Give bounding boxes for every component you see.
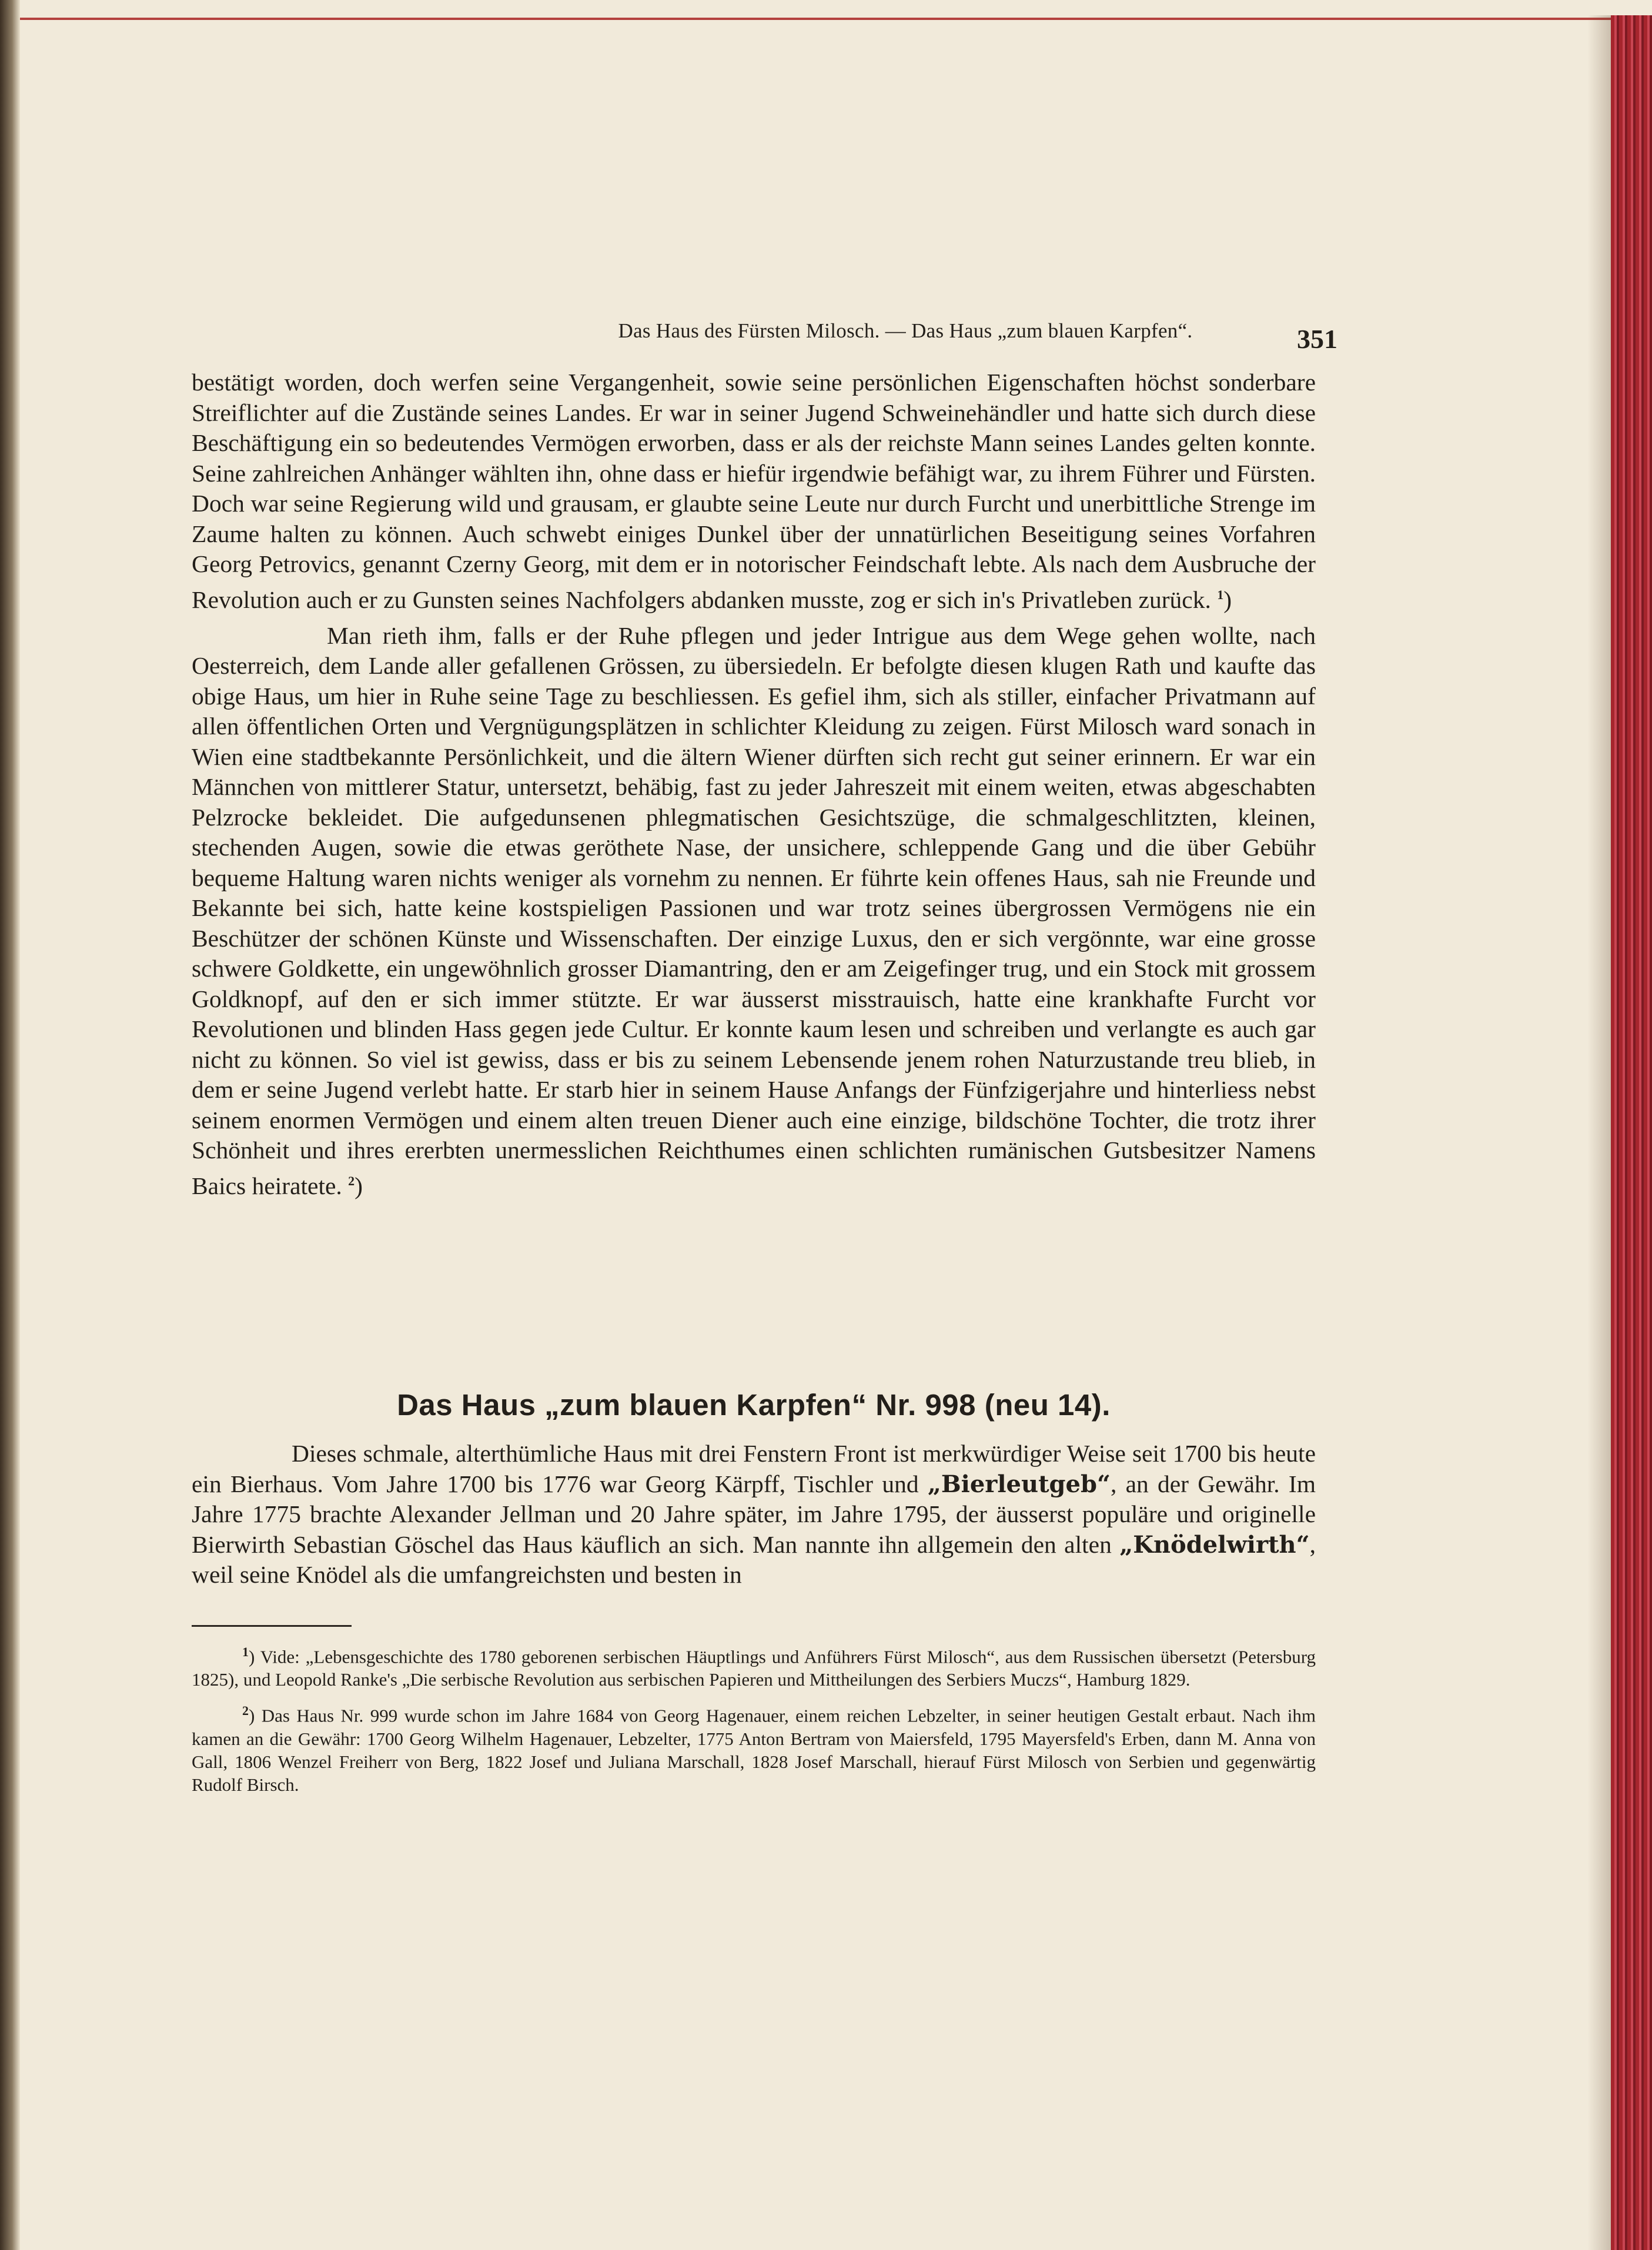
footnote-1 <box>192 1640 1316 1691</box>
footnote-ref-2: 2 <box>348 1173 355 1188</box>
paragraph-2 <box>192 621 1316 1201</box>
footnote-2-text: ) Das Haus Nr. 999 wurde schon im Jahre 1684 von Georg Hagenauer, einem reichen Lebzelter, in seiner heutigen Gestalt erbaut. Nach ihm kamen an die Gewähr: 1700 Georg Wilhelm Hagenauer, Lebzelter, 1775 Anton Bertram von Maiersfeld, 1795 Mayersfeld's Erben, dann M. Anna von Gall, 1806 Wenzel Freiherr von Berg, 1822 Josef und Juliana Marschall, 1828 Josef Marschall, hierauf Fürst Milosch von Serbien und gegenwärtig Rudolf Birsch. <box>192 1705 1316 1795</box>
page-top-edge <box>20 18 1619 20</box>
footnote-2 <box>192 1699 1316 1796</box>
footnote-ref-2-paren: ) <box>355 1172 363 1199</box>
footnote-1-mark: 1 <box>242 1644 249 1659</box>
fraktur-word-knoedelwirth: „Knödelwirth“ <box>1119 1530 1310 1559</box>
paragraph-1 <box>192 367 1316 615</box>
paragraph-2-text: Man rieth ihm, falls er der Ruhe pflegen und jeder Intrigue aus dem Wege gehen wollte, nach Oesterreich, dem Lande aller gefallenen Grössen, zu übersiedeln. Er befolgte diesen klugen Rath und kaufte das obige Haus, um hier in Ruhe seine Tage zu beschliessen. Es gefiel ihm, sich als stiller, einfacher Privatmann auf allen öffentlichen Orten und Vergnügungsplätzen in schlichter Kleidung zu zeigen. Fürst Milosch ward sonach in Wien eine stadtbekannte Persönlichkeit, und die ältern Wiener dürften sich recht gut seiner erinnern. Er war ein Männchen von mittlerer Statur, untersetzt, behäbig, fast zu jeder Jahreszeit mit einem weiten, etwas abgeschabten Pelzrocke bekleidet. Die aufgedunsenen phlegmatischen Gesichtszüge, die schmalgeschlitzten, kleinen, stechenden Augen, sowie die etwas geröthete Nase, der unsichere, schleppende Gang und die über Gebühr bequeme Haltung waren nichts weniger als vornehm zu nennen. Er führte kein offenes Haus, sah nie Freunde und Bekannte bei sich, hatte keine kostspieligen Passionen und war trotz seines übergrossen Vermögens nie ein Beschützer der schönen Künste und Wissenschaften. Der einzige Luxus, den er sich vergönnte, war eine grosse schwere Goldkette, ein ungewöhnlich grosser Diamantring, den er am Zeigefinger trug, und ein Stock mit grossem Goldknopf, auf den er sich immer stützte. Er war äusserst misstrauisch, hatte eine krankhafte Furcht vor Revolutionen und blinden Hass gegen jede Cultur. Er konnte kaum lesen und schreiben und verlangte es auch gar nicht zu können. So viel ist gewiss, dass er bis zu seinem Lebensende jenem rohen Naturzustande treu blieb, in dem er seine Jugend verlebt hatte. Er starb hier in seinem Hause Anfangs der Fünfzigerjahre und hinterliess nebst seinem enormen Vermögen und einem alten treuen Diener auch eine einzige, bildschöne Tochter, die trotz ihrer Schönheit und ihres ererbten unermesslichen Reichthumes einen schlichten rumänischen Gutsbesitzer Namens Baics heiratete. <box>192 621 1316 1199</box>
body-text <box>192 367 1316 1201</box>
footnote-2-mark: 2 <box>242 1703 249 1719</box>
book-gutter <box>0 0 20 2250</box>
footnote-1-text: ) Vide: „Lebensgeschichte des 1780 geborenen serbischen Häuptlings und Anführers Fürst Milosch“, aus dem Russischen übersetzt (Petersburg 1825), und Leopold Ranke's „Die serbische Revolution aus serbischen Papieren und Mittheilungen des Serbiers Muczs“, Hamburg 1829. <box>192 1646 1316 1690</box>
footnote-divider <box>192 1625 352 1627</box>
section-paragraph <box>192 1439 1316 1590</box>
footnote-ref-1: 1 <box>1217 587 1224 602</box>
page-number: 351 <box>1297 324 1337 354</box>
footnotes <box>192 1640 1316 1804</box>
section-text-b: , an der Gewähr. Im Jahre 1775 brachte Alexander Jellman und 20 Jahre später, im Jahre 1795, der äusserst populäre und originelle Bierwirth Sebastian Göschel das Haus käuflich an sich. Man nannte ihn allgemein den alten <box>192 1470 1316 1558</box>
section-heading: Das Haus „zum blauen Karpfen“ Nr. 998 (neu 14). <box>397 1388 1111 1422</box>
fraktur-word-bierleutgeb: „Bierleutgeb“ <box>927 1470 1111 1498</box>
footnote-ref-1-paren: ) <box>1223 586 1232 613</box>
running-title: Das Haus des Fürsten Milosch. — Das Haus „zum blauen Karpfen“. <box>618 319 1193 342</box>
book-red-edge <box>1611 15 1652 2250</box>
page-edge-shadow <box>1587 15 1611 2250</box>
section-text-a: Dieses schmale, alterthümliche Haus mit drei Fenstern Front ist merkwürdiger Weise seit 1700 bis heute ein Bierhaus. Vom Jahre 1700 bis 1776 war Georg Kärpff, Tischler und <box>192 1440 1316 1497</box>
section-text <box>192 1439 1316 1590</box>
paragraph-1-text: bestätigt worden, doch werfen seine Vergangenheit, sowie seine persönlichen Eigenschaften höchst sonderbare Streiflichter auf die Zustände seines Landes. Er war in seiner Jugend Schweinehändler und hatte sich durch diese Beschäftigung ein so bedeutendes Vermögen erworben, dass er als der reichste Mann seines Landes gelten konnte. Seine zahlreichen Anhänger wählten ihn, ohne dass er hiefür irgendwie befähigt war, zu ihrem Führer und Fürsten. Doch war seine Regierung wild und grausam, er glaubte seine Leute nur durch Furcht und unerbittliche Strenge im Zaume halten zu können. Auch schwebt einiges Dunkel über der unnatürlichen Beseitigung seines Vorfahren Georg Petrovics, genannt Czerny Georg, mit dem er in notorischer Feindschaft lebte. Als nach dem Ausbruche der Revolution auch er zu Gunsten seines Nachfolgers abdanken musste, zog er sich in's Privatleben zurück. <box>192 369 1316 613</box>
section-text-c: , weil seine Knödel als die umfangreichsten und besten in <box>192 1530 1316 1588</box>
